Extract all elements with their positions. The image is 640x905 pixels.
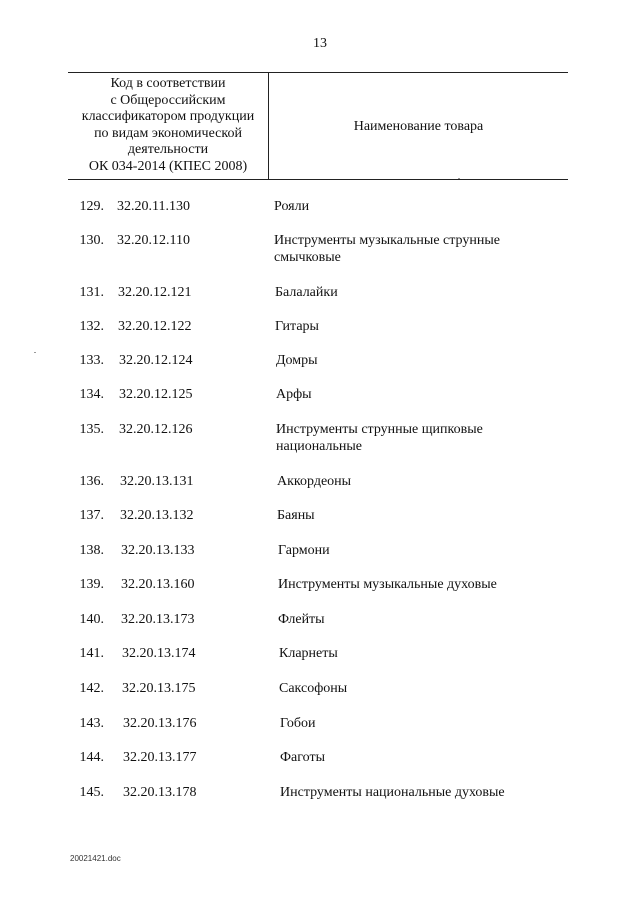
row-code: 32.20.12.126 bbox=[119, 422, 193, 437]
row-code: 32.20.13.176 bbox=[123, 716, 197, 731]
scan-speck bbox=[34, 352, 36, 353]
row-number: 131. bbox=[79, 285, 104, 300]
header-code-column bbox=[68, 76, 268, 175]
footer-filename: 20021421.doc bbox=[70, 854, 121, 863]
page-number: 13 bbox=[313, 36, 327, 51]
header-code-line: деятельности bbox=[127, 142, 209, 157]
row-number: 132. bbox=[79, 319, 104, 334]
row-name: Рояли bbox=[274, 199, 310, 214]
row-number: 144. bbox=[79, 750, 104, 765]
row-name: Саксофоны bbox=[279, 681, 348, 696]
scan-speck bbox=[458, 178, 460, 179]
row-name: Гитары bbox=[275, 319, 319, 334]
row-number: 133. bbox=[79, 353, 104, 368]
row-number: 143. bbox=[79, 716, 104, 731]
header-code-line: по видам экономической bbox=[94, 125, 242, 141]
row-code: 32.20.13.160 bbox=[121, 577, 195, 592]
row-code: 32.20.13.178 bbox=[123, 785, 197, 800]
row-number: 134. bbox=[79, 387, 104, 402]
row-number: 145. bbox=[79, 785, 104, 800]
row-number: 130. bbox=[79, 233, 104, 248]
row-name: Арфы bbox=[276, 387, 312, 402]
row-code: 32.20.13.174 bbox=[122, 646, 196, 661]
row-name: Фаготы bbox=[280, 750, 326, 765]
row-number: 129. bbox=[79, 199, 104, 214]
row-code: 32.20.13.132 bbox=[120, 508, 194, 523]
row-number: 136. bbox=[79, 474, 104, 489]
row-number: 142. bbox=[79, 681, 104, 696]
row-name: Инструменты струнные щипковые национальные bbox=[276, 422, 483, 454]
header-name-column: Наименование товара bbox=[353, 119, 484, 134]
row-code: 32.20.11.130 bbox=[117, 199, 190, 214]
row-number: 139. bbox=[79, 577, 104, 592]
row-name: Гармони bbox=[278, 543, 330, 558]
row-code: 32.20.13.177 bbox=[123, 750, 197, 765]
row-number: 137. bbox=[79, 508, 104, 523]
row-name: Флейты bbox=[278, 612, 325, 627]
row-code: 32.20.13.131 bbox=[120, 474, 194, 489]
row-number: 138. bbox=[79, 543, 104, 558]
row-code: 32.20.12.124 bbox=[119, 353, 193, 368]
row-name: Инструменты музыкальные струнные смычковые bbox=[274, 233, 500, 265]
row-number: 140. bbox=[79, 612, 104, 627]
row-code: 32.20.12.125 bbox=[119, 387, 193, 402]
row-code: 32.20.12.122 bbox=[118, 319, 192, 334]
header-code-line: классификатором продукции bbox=[81, 109, 255, 124]
header-code-line: ОК 034-2014 (КПЕС 2008) bbox=[88, 158, 248, 174]
row-number: 141. bbox=[79, 646, 104, 661]
row-name: Инструменты музыкальные духовые bbox=[278, 577, 497, 592]
row-name: Инструменты национальные духовые bbox=[280, 785, 505, 800]
row-code: 32.20.13.173 bbox=[121, 612, 195, 627]
row-code: 32.20.12.121 bbox=[118, 285, 192, 300]
table-header bbox=[68, 72, 568, 180]
header-code-line: с Общероссийским bbox=[110, 92, 226, 108]
row-name: Баяны bbox=[277, 508, 315, 523]
header-code-line: Код в соответствии bbox=[110, 76, 226, 91]
row-name: Домры bbox=[276, 353, 318, 368]
row-code: 32.20.12.110 bbox=[117, 233, 190, 248]
row-code: 32.20.13.133 bbox=[121, 543, 195, 558]
row-name: Аккордеоны bbox=[277, 474, 352, 489]
row-number: 135. bbox=[79, 422, 104, 437]
row-code: 32.20.13.175 bbox=[122, 681, 196, 696]
row-name: Гобои bbox=[280, 716, 316, 731]
row-name: Балалайки bbox=[275, 285, 338, 300]
row-name: Кларнеты bbox=[279, 646, 338, 661]
